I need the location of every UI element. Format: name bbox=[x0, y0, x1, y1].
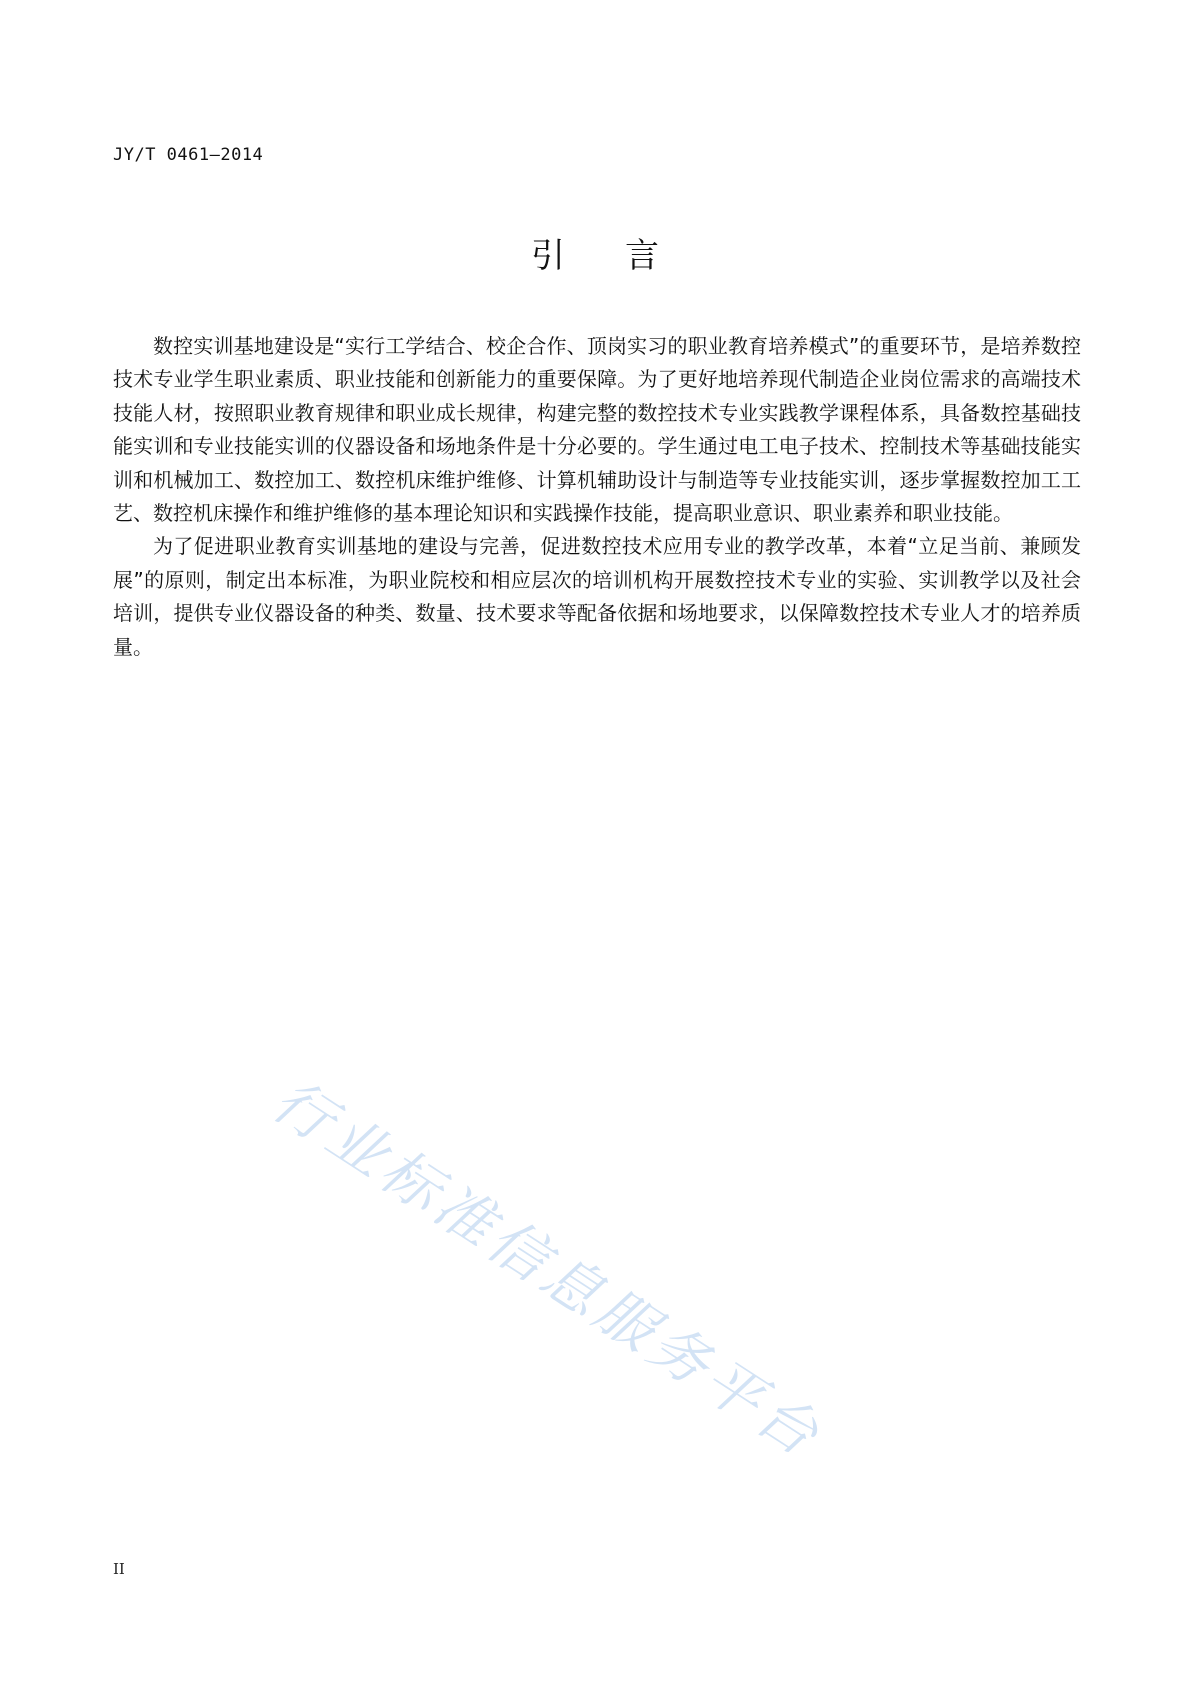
paragraph: 为了促进职业教育实训基地的建设与完善，促进数控技术应用专业的教学改革，本着“立足当前、兼顾发展”的原则，制定出本标准，为职业院校和相应层次的培训机构开展数控技术专业的实验、实训教学以及社会培训，提供专业仪器设备的种类、数量、技术要求等配备依据和场地要求，以保障数控技术专业人才的培养质量。 bbox=[113, 534, 1081, 659]
paragraph: 数控实训基地建设是“实行工学结合、校企合作、顶岗实习的职业教育培养模式”的重要环节，是培养数控技术专业学生职业素质、职业技能和创新能力的重要保障。为了更好地培养现代制造企业岗位需求的高端技术技能人材，按照职业教育规律和职业成长规律，构建完整的数控技术专业实践教学课程体系，具备数控基础技能实训和专业技能实训的仪器设备和场地条件是十分必要的。学生通过电工电子技术、控制技术等基础技能实训和机械加工、数控加工、数控机床维护维修、计算机辅助设计与制造等专业技能实训，逐步掌握数控加工工艺、数控机床操作和维护维修的基本理论知识和实践操作技能，提高职业意识、职业素养和职业技能。 bbox=[113, 334, 1081, 526]
watermark: 行业标准信息服务平台 bbox=[260, 1065, 835, 1472]
page-number: II bbox=[113, 1560, 125, 1578]
standard-code: JY/T 0461—2014 bbox=[113, 145, 264, 165]
page-title: 引言 bbox=[531, 236, 719, 276]
document-body bbox=[113, 330, 1081, 664]
